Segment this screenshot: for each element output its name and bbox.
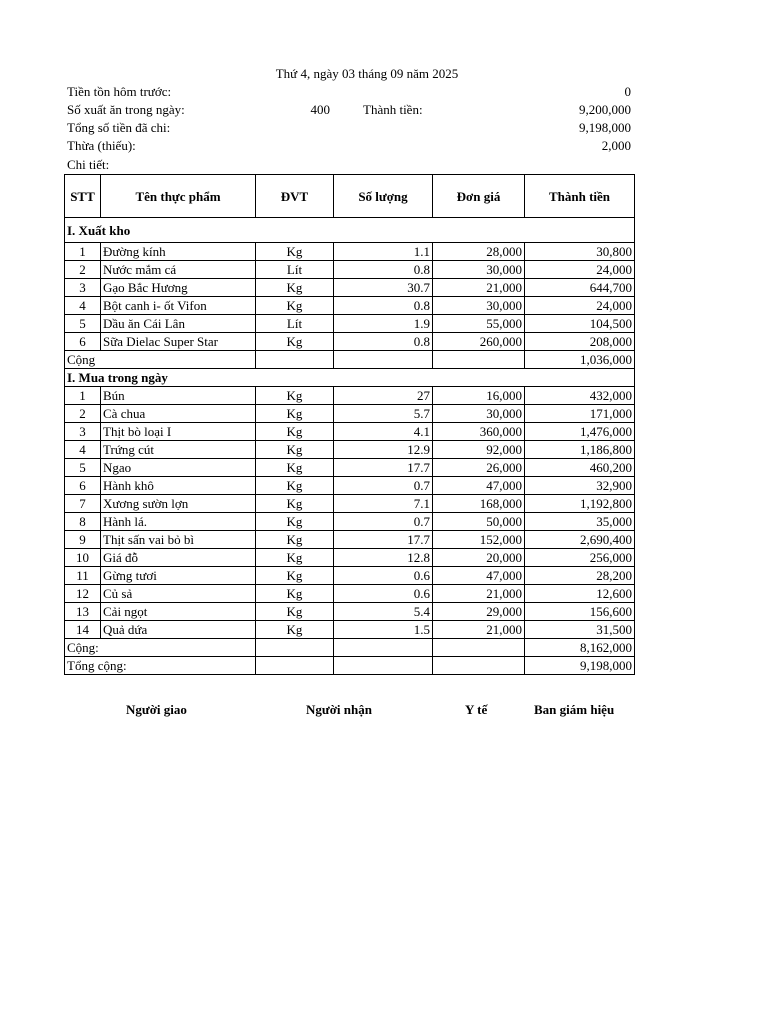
col-header-name: Tên thực phẩm xyxy=(101,175,256,218)
item-total: 1,192,800 xyxy=(525,495,635,513)
item-price: 92,000 xyxy=(433,441,525,459)
table-row xyxy=(65,621,635,639)
item-price: 21,000 xyxy=(433,279,525,297)
item-stt: 13 xyxy=(65,603,101,621)
table-row xyxy=(65,459,635,477)
table-row xyxy=(65,531,635,549)
item-total: 35,000 xyxy=(525,513,635,531)
item-name: Thịt sấn vai bỏ bì xyxy=(101,531,256,549)
food-table xyxy=(64,174,635,675)
item-name: Thịt bò loại I xyxy=(101,423,256,441)
item-qty: 0.7 xyxy=(334,477,433,495)
item-total: 256,000 xyxy=(525,549,635,567)
item-unit: Kg xyxy=(256,567,334,585)
item-unit: Kg xyxy=(256,405,334,423)
item-price: 16,000 xyxy=(433,387,525,405)
empty-cell xyxy=(256,351,334,369)
table-header-row xyxy=(65,175,635,218)
section-1-total-row-label: Cộng xyxy=(65,351,256,369)
item-qty: 5.4 xyxy=(334,603,433,621)
item-qty: 1.1 xyxy=(334,243,433,261)
item-qty: 7.1 xyxy=(334,495,433,513)
item-qty: 0.6 xyxy=(334,567,433,585)
table-row xyxy=(65,495,635,513)
item-price: 29,000 xyxy=(433,603,525,621)
item-name: Giá đỗ xyxy=(101,549,256,567)
item-stt: 9 xyxy=(65,531,101,549)
item-total: 156,600 xyxy=(525,603,635,621)
document-date: Thứ 4, ngày 03 tháng 09 năm 2025 xyxy=(275,66,459,81)
table-row xyxy=(65,279,635,297)
item-total: 28,200 xyxy=(525,567,635,585)
table-row xyxy=(65,477,635,495)
item-stt: 5 xyxy=(65,315,101,333)
item-qty: 0.6 xyxy=(334,585,433,603)
section-1-header xyxy=(65,218,635,243)
item-name: Đường kính xyxy=(101,243,256,261)
table-row xyxy=(65,405,635,423)
item-name: Nước mắm cá xyxy=(101,261,256,279)
item-qty: 0.8 xyxy=(334,297,433,315)
table-row xyxy=(65,333,635,351)
item-total: 1,476,000 xyxy=(525,423,635,441)
section-2-header xyxy=(65,369,635,387)
item-name: Gạo Bắc Hương xyxy=(101,279,256,297)
section-1-total-row xyxy=(65,351,635,369)
item-unit: Kg xyxy=(256,585,334,603)
item-total: 104,500 xyxy=(525,315,635,333)
item-total: 32,900 xyxy=(525,477,635,495)
item-stt: 6 xyxy=(65,333,101,351)
table-row xyxy=(65,441,635,459)
item-qty: 0.8 xyxy=(334,261,433,279)
item-qty: 1.9 xyxy=(334,315,433,333)
item-price: 21,000 xyxy=(433,621,525,639)
item-unit: Kg xyxy=(256,603,334,621)
item-price: 30,000 xyxy=(433,261,525,279)
col-header-unit: ĐVT xyxy=(256,175,334,218)
summary-meals xyxy=(67,102,631,120)
grand-total-row-label: Tổng cộng: xyxy=(65,657,256,675)
item-stt: 3 xyxy=(65,423,101,441)
amount-value: 9,200,000 xyxy=(579,102,631,117)
item-unit: Kg xyxy=(256,513,334,531)
item-unit: Kg xyxy=(256,297,334,315)
summary-surplus xyxy=(67,138,631,156)
item-stt: 4 xyxy=(65,297,101,315)
item-name: Hành lá. xyxy=(101,513,256,531)
empty-cell xyxy=(433,657,525,675)
col-header-stt: STT xyxy=(65,175,101,218)
item-name: Bún xyxy=(101,387,256,405)
item-name: Sữa Dielac Super Star xyxy=(101,333,256,351)
signature-receiver: Người nhận xyxy=(306,702,372,717)
item-price: 20,000 xyxy=(433,549,525,567)
item-name: Bột canh i- ốt Vifon xyxy=(101,297,256,315)
item-name: Gừng tươi xyxy=(101,567,256,585)
table-row xyxy=(65,243,635,261)
item-unit: Kg xyxy=(256,279,334,297)
item-price: 47,000 xyxy=(433,567,525,585)
surplus-value: 2,000 xyxy=(601,138,631,153)
item-price: 168,000 xyxy=(433,495,525,513)
item-total: 2,690,400 xyxy=(525,531,635,549)
item-price: 28,000 xyxy=(433,243,525,261)
table-row xyxy=(65,567,635,585)
item-price: 50,000 xyxy=(433,513,525,531)
item-unit: Kg xyxy=(256,495,334,513)
summary-spent xyxy=(67,120,631,138)
item-stt: 11 xyxy=(65,567,101,585)
empty-cell xyxy=(334,657,433,675)
item-name: Quả dứa xyxy=(101,621,256,639)
table-row xyxy=(65,261,635,279)
surplus-label: Thừa (thiếu): xyxy=(67,138,136,153)
section-1-title: I. Xuất kho xyxy=(65,218,635,243)
item-total: 644,700 xyxy=(525,279,635,297)
col-header-total: Thành tiền xyxy=(525,175,635,218)
table-row xyxy=(65,549,635,567)
item-stt: 5 xyxy=(65,459,101,477)
item-qty: 0.8 xyxy=(334,333,433,351)
section-2-total-row-label: Cộng: xyxy=(65,639,256,657)
grand-total-row xyxy=(65,657,635,675)
empty-cell xyxy=(256,657,334,675)
item-stt: 6 xyxy=(65,477,101,495)
item-stt: 12 xyxy=(65,585,101,603)
col-header-price: Đơn giá xyxy=(433,175,525,218)
item-name: Hành khô xyxy=(101,477,256,495)
item-stt: 10 xyxy=(65,549,101,567)
signature-medical: Y tế xyxy=(465,702,488,717)
section-2-title: I. Mua trong ngày xyxy=(65,369,635,387)
item-unit: Kg xyxy=(256,621,334,639)
item-name: Cà chua xyxy=(101,405,256,423)
table-row xyxy=(65,585,635,603)
prev-balance-value: 0 xyxy=(624,84,631,99)
item-qty: 30.7 xyxy=(334,279,433,297)
table-row xyxy=(65,387,635,405)
signature-board: Ban giám hiệu xyxy=(534,702,615,717)
item-price: 47,000 xyxy=(433,477,525,495)
table-row xyxy=(65,423,635,441)
item-total: 460,200 xyxy=(525,459,635,477)
item-price: 360,000 xyxy=(433,423,525,441)
meals-label: Số xuất ăn trong ngày: xyxy=(67,102,185,117)
empty-cell xyxy=(256,639,334,657)
item-stt: 8 xyxy=(65,513,101,531)
item-total: 432,000 xyxy=(525,387,635,405)
item-stt: 1 xyxy=(65,387,101,405)
item-total: 12,600 xyxy=(525,585,635,603)
item-unit: Lít xyxy=(256,315,334,333)
item-unit: Kg xyxy=(256,441,334,459)
item-total: 171,000 xyxy=(525,405,635,423)
table-row xyxy=(65,297,635,315)
item-total: 24,000 xyxy=(525,261,635,279)
item-qty: 17.7 xyxy=(334,531,433,549)
item-name: Củ sả xyxy=(101,585,256,603)
empty-cell xyxy=(433,639,525,657)
item-qty: 4.1 xyxy=(334,423,433,441)
item-price: 30,000 xyxy=(433,297,525,315)
item-qty: 12.9 xyxy=(334,441,433,459)
section-2-total-row-value: 8,162,000 xyxy=(525,639,635,657)
item-unit: Kg xyxy=(256,531,334,549)
detail-label: Chi tiết: xyxy=(67,157,110,172)
item-unit: Kg xyxy=(256,477,334,495)
item-stt: 2 xyxy=(65,405,101,423)
item-qty: 27 xyxy=(334,387,433,405)
item-name: Trứng cút xyxy=(101,441,256,459)
item-unit: Lít xyxy=(256,261,334,279)
meals-count: 400 xyxy=(310,102,330,117)
spent-value: 9,198,000 xyxy=(579,120,631,135)
item-total: 30,800 xyxy=(525,243,635,261)
item-qty: 1.5 xyxy=(334,621,433,639)
item-price: 30,000 xyxy=(433,405,525,423)
item-price: 21,000 xyxy=(433,585,525,603)
item-qty: 17.7 xyxy=(334,459,433,477)
item-unit: Kg xyxy=(256,333,334,351)
item-price: 55,000 xyxy=(433,315,525,333)
table-row xyxy=(65,315,635,333)
item-total: 1,186,800 xyxy=(525,441,635,459)
section-2-total-row xyxy=(65,639,635,657)
table-row xyxy=(65,513,635,531)
section-1-total-row-value: 1,036,000 xyxy=(525,351,635,369)
item-price: 260,000 xyxy=(433,333,525,351)
item-qty: 0.7 xyxy=(334,513,433,531)
col-header-qty: Số lượng xyxy=(334,175,433,218)
prev-balance-label: Tiền tồn hôm trước: xyxy=(67,84,172,99)
item-stt: 2 xyxy=(65,261,101,279)
item-unit: Kg xyxy=(256,387,334,405)
item-stt: 7 xyxy=(65,495,101,513)
item-name: Ngao xyxy=(101,459,256,477)
item-unit: Kg xyxy=(256,549,334,567)
item-name: Xương sườn lợn xyxy=(101,495,256,513)
item-stt: 4 xyxy=(65,441,101,459)
spent-label: Tổng số tiền đã chi: xyxy=(67,120,171,135)
item-unit: Kg xyxy=(256,243,334,261)
item-stt: 14 xyxy=(65,621,101,639)
item-total: 31,500 xyxy=(525,621,635,639)
amount-label: Thành tiền: xyxy=(363,102,423,117)
item-price: 26,000 xyxy=(433,459,525,477)
summary-prev-balance xyxy=(67,84,631,102)
empty-cell xyxy=(433,351,525,369)
empty-cell xyxy=(334,351,433,369)
item-qty: 5.7 xyxy=(334,405,433,423)
item-stt: 3 xyxy=(65,279,101,297)
item-unit: Kg xyxy=(256,459,334,477)
item-total: 24,000 xyxy=(525,297,635,315)
grand-total-row-value: 9,198,000 xyxy=(525,657,635,675)
item-unit: Kg xyxy=(256,423,334,441)
empty-cell xyxy=(334,639,433,657)
table-row xyxy=(65,603,635,621)
item-name: Dầu ăn Cái Lân xyxy=(101,315,256,333)
item-name: Cải ngọt xyxy=(101,603,256,621)
item-qty: 12.8 xyxy=(334,549,433,567)
item-stt: 1 xyxy=(65,243,101,261)
item-total: 208,000 xyxy=(525,333,635,351)
signature-deliverer: Người giao xyxy=(126,702,187,717)
item-price: 152,000 xyxy=(433,531,525,549)
